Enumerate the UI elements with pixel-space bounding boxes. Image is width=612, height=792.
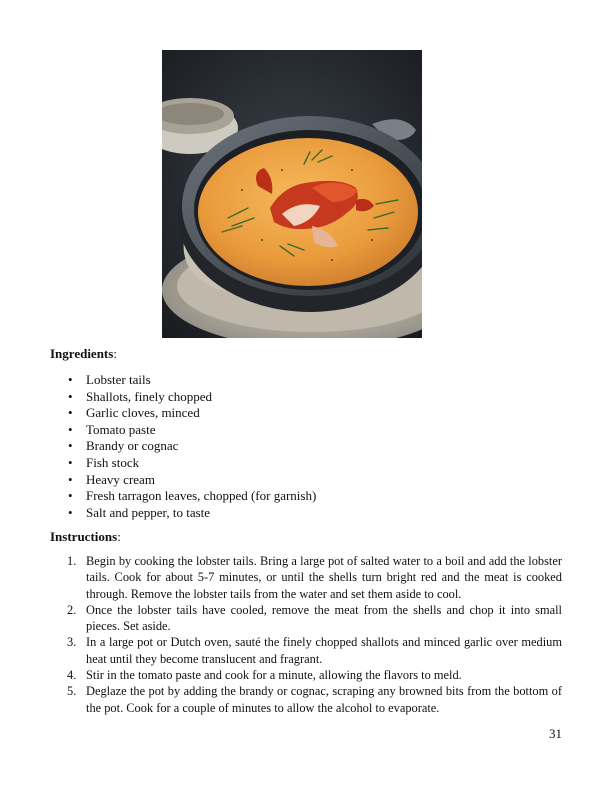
ingredient-item: • Salt and pepper, to taste	[86, 505, 316, 522]
step-text: Once the lobster tails have cooled, remove the meat from the shells and chop it into small pieces. Set aside.	[86, 602, 562, 634]
ingredient-item: • Shallots, finely chopped	[86, 389, 316, 406]
ingredient-item: • Lobster tails	[86, 372, 316, 389]
ingredient-item: • Fish stock	[86, 455, 316, 472]
step-number: 4.	[67, 668, 77, 683]
ingredients-list	[86, 372, 316, 521]
ingredient-item: • Tomato paste	[86, 422, 316, 439]
instructions-list	[67, 553, 562, 716]
step-text: Begin by cooking the lobster tails. Bring a large pot of salted water to a boil and add the lobster tails. Cook for about 5-7 minutes, or until the shells turn bright red and the meat is cooked through. Remove the lobster tails from the water and set them aside to cool.	[86, 554, 562, 601]
ingredient-item: • Fresh tarragon leaves, chopped (for garnish)	[86, 488, 316, 505]
step-number: 1.	[67, 554, 77, 568]
instructions-heading-label: Instructions	[50, 529, 118, 544]
instruction-step	[67, 553, 562, 602]
ingredient-item: • Brandy or cognac	[86, 438, 316, 455]
ingredient-item: • Heavy cream	[86, 472, 316, 489]
lobster-bisque-photo	[162, 50, 422, 338]
step-text: Deglaze the pot by adding the brandy or cognac, scraping any browned bits from the bottom of the pot. Cook for a couple of minutes to allow the alcohol to evaporate.	[86, 684, 562, 715]
step-number: 3.	[67, 635, 77, 650]
instructions-heading-colon: :	[117, 529, 121, 544]
instruction-step	[67, 667, 562, 683]
step-number: 5.	[67, 684, 77, 699]
instructions-heading	[50, 529, 121, 545]
step-number: 2.	[67, 602, 77, 617]
page-number: 31	[549, 726, 562, 741]
step-text: Stir in the tomato paste and cook for a minute, allowing the flavors to meld.	[86, 668, 462, 683]
instruction-step	[67, 602, 562, 635]
ingredients-heading	[50, 346, 117, 362]
ingredient-item: • Garlic cloves, minced	[86, 405, 316, 422]
step-text: In a large pot or Dutch oven, sauté the finely chopped shallots and minced garlic over medium heat until they become translucent and fragrant.	[86, 635, 562, 666]
ingredients-heading-label: Ingredients	[50, 346, 114, 361]
lobster-bisque-photo-icon	[162, 50, 422, 338]
instruction-step	[67, 683, 562, 716]
instruction-step	[67, 634, 562, 667]
ingredients-heading-colon: :	[113, 346, 117, 361]
